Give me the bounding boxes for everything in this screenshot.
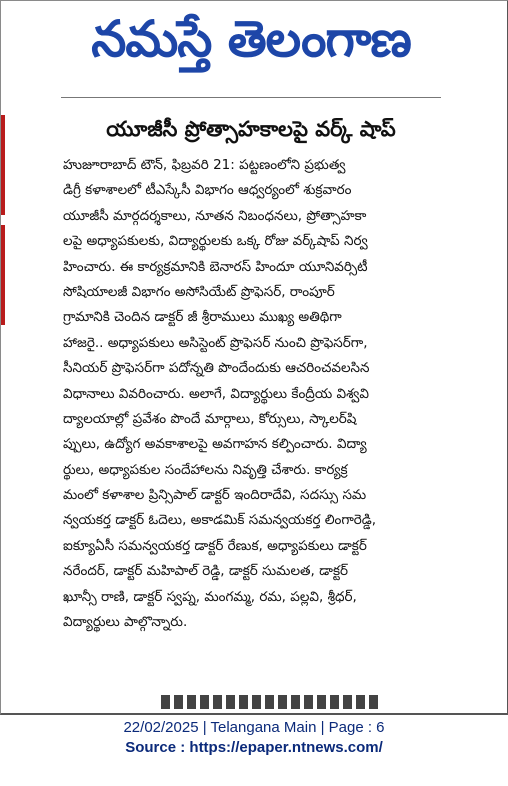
article-line: సీనియర్ ప్రొఫెసర్‌గా పదోన్నతి పొందేందుకు ఆచరించవలసిన: [63, 360, 370, 377]
article-line: సోషియాలజీ విభాగం అసోసియేట్ ప్రొఫెసర్, రాంపూర్: [63, 283, 335, 300]
article-line: విధానాలు వివరించారు. అలాగే, విద్యార్థులు కేంద్రీయ విశ్వవి: [63, 385, 369, 402]
article-line: యూజీసీ మార్గదర్శకాలు, నూతన నిబంధనలు, ప్రోత్సాహకా: [63, 207, 367, 224]
article-line: ర్థులు, అధ్యాపకుల సందేహాలను నివృత్తి చేశారు. కార్యక్ర: [63, 461, 348, 478]
article-line: హుజూరాబాద్ టౌన్, ఫిబ్రవరి 21: పట్టణంలోని ప్రభుత్వ: [63, 157, 346, 173]
article-line: న్వయకర్త డాక్టర్ ఓదెలు, అకాడమిక్ సమన్వయకర్త లింగారెడ్డి,: [63, 512, 377, 529]
article-line: డిగ్రీ కళాశాలలో టీఎస్కేసీ విభాగం ఆధ్వర్యంలో శుక్రవారం: [63, 182, 352, 199]
article-line: విద్యార్థులు పాల్గొన్నారు.: [63, 614, 188, 631]
footer-source: Source : https://epaper.ntnews.com/: [125, 739, 383, 756]
article-line: ఐక్యూఏసీ సమన్వయకర్త డాక్టర్ రేణుక, అధ్యాపకులు డాక్టర్: [63, 537, 367, 554]
newspaper-masthead: నమస్తే తెలంగాణ: [91, 10, 411, 68]
article-line: హాజరై.. అధ్యాపకులు అసిస్టెంట్ ప్రొఫెసర్ నుంచి ప్రొఫెసర్‌గా,: [63, 334, 368, 351]
divider: [61, 97, 441, 98]
footer-date-page: 22/02/2025 | Telangana Main | Page : 6: [123, 719, 385, 736]
article-line: హించారు. ఈ కార్యక్రమానికి బెనారస్ హిందూ యూనివర్సిటీ: [63, 258, 368, 275]
next-headline-cutoff: [161, 691, 381, 711]
article-line: ఖూన్సీ రాణి, డాక్టర్ స్వప్న, మంగమ్మ, రమ, పల్లవి, శ్రీధర్,: [63, 588, 357, 605]
footer: [0, 718, 508, 758]
article-line: నరేందర్, డాక్టర్ మహిపాల్ రెడ్డి, డాక్టర్ సుమలత, డాక్టర్: [63, 563, 349, 580]
article-line: ప్పులు, ఉద్యోగ అవకాశాలపై అవగాహన కల్పించారు. విద్యా: [63, 436, 367, 453]
article-line: ద్యాలయాల్లో ప్రవేశం పొందే మార్గాలు, కోర్సులు, స్కాలర్‌షి: [63, 410, 357, 427]
article-body: [63, 153, 443, 673]
article-line: లపై అధ్యాపకులకు, విద్యార్థులకు ఒక్క రోజు వర్క్‌షాప్ నిర్వ: [63, 233, 368, 250]
left-margin-marker: [1, 105, 5, 445]
article-headline: యూజీసీ ప్రోత్సాహకాలపై వర్క్ షాప్: [106, 117, 396, 141]
article-line: గ్రామానికి చెందిన డాక్టర్ జీ శ్రీరాములు ముఖ్య అతిథిగా: [63, 309, 342, 326]
article-line: మంలో కళాశాల ప్రిన్సిపాల్ డాక్టర్ ఇందిరాదేవి, సదస్సు సమ: [63, 487, 367, 504]
